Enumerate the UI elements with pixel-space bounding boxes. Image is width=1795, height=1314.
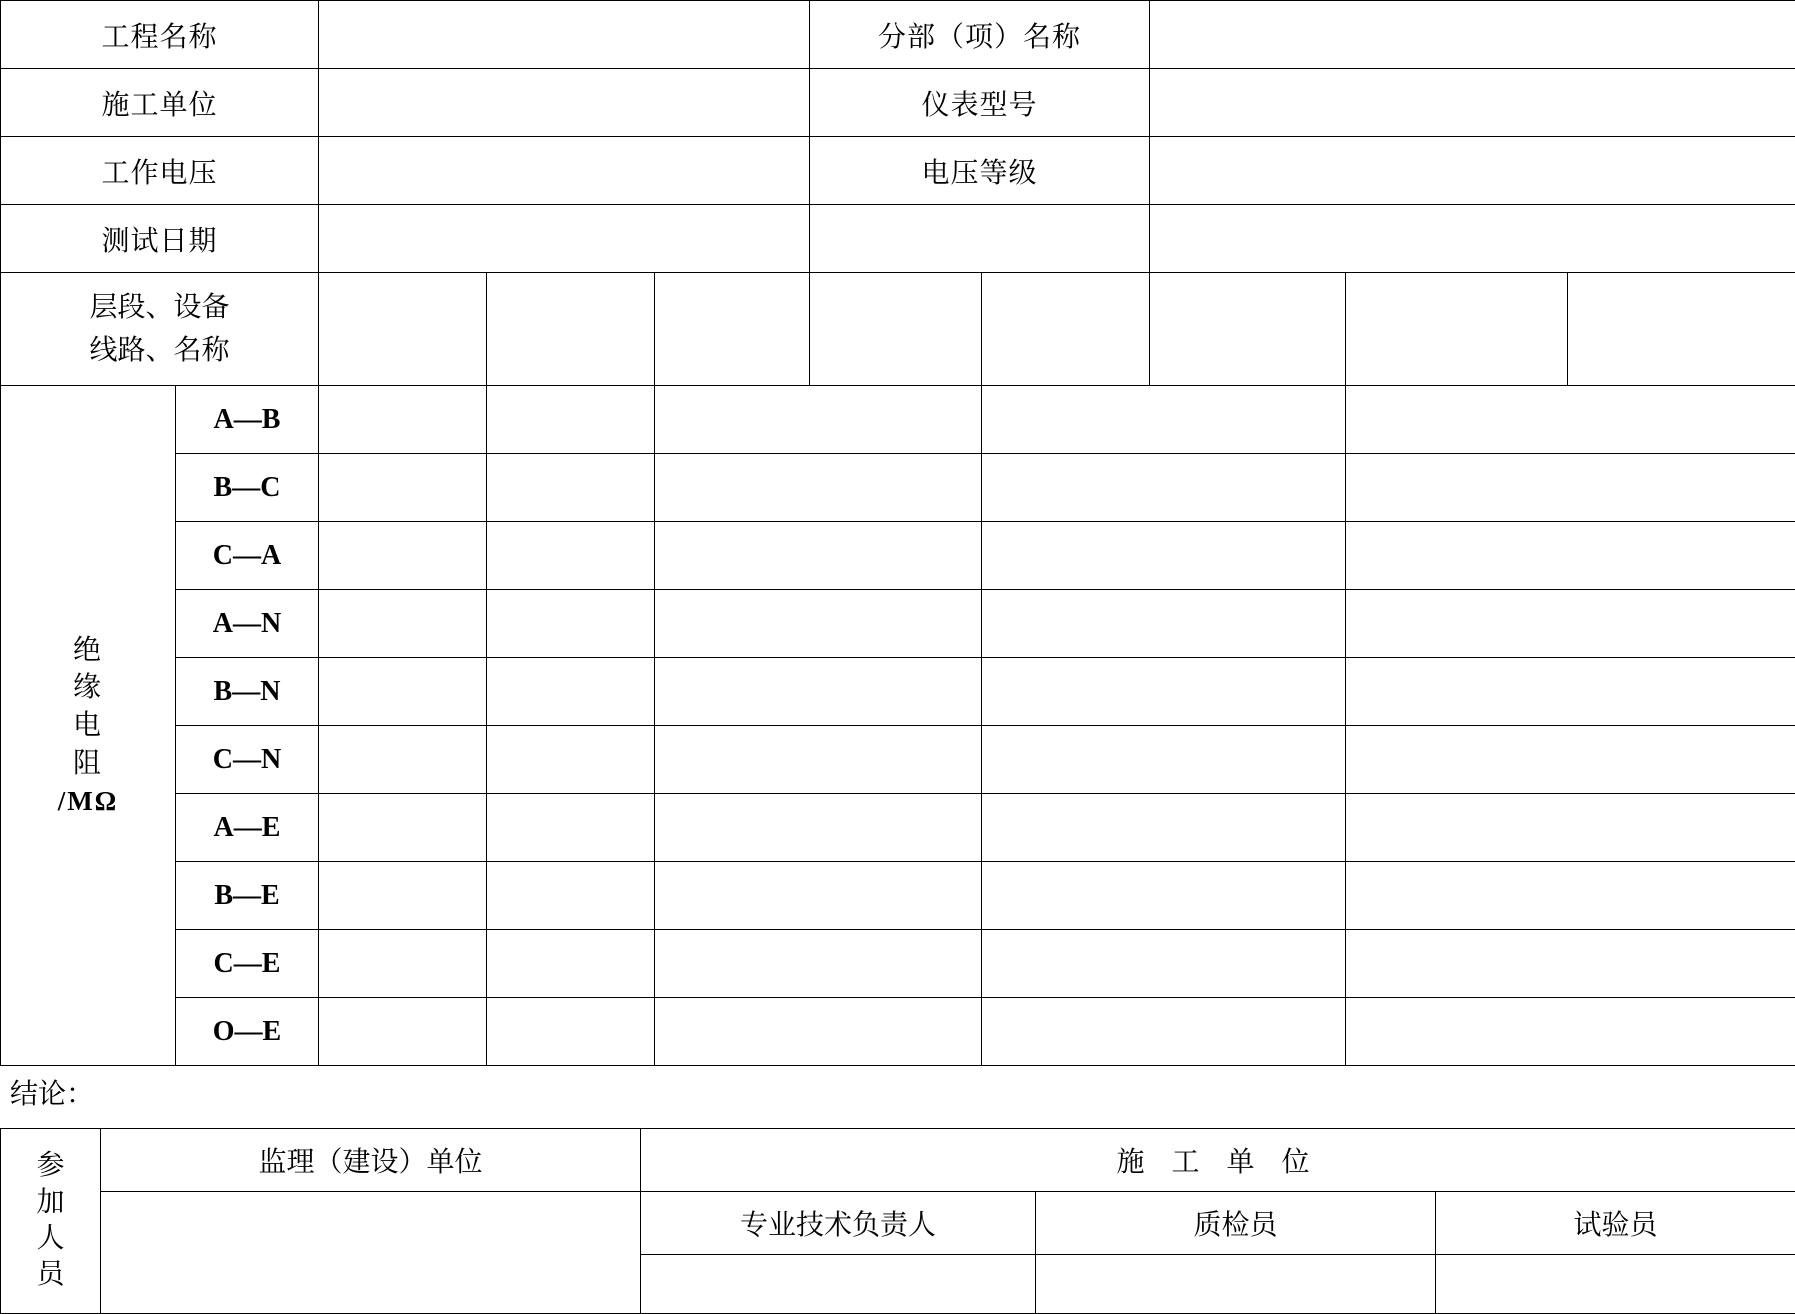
construction-unit-label: 施工单位 xyxy=(1,69,319,137)
insulation-cell[interactable] xyxy=(655,454,982,522)
insulation-cell[interactable] xyxy=(982,386,1346,454)
participants-label xyxy=(1,1129,101,1314)
table-row xyxy=(1,522,1795,590)
quality-inspector-header: 质检员 xyxy=(1036,1192,1436,1255)
signature-table xyxy=(0,1128,1795,1314)
insulation-resistance-vertical-label xyxy=(1,386,176,1066)
table-row xyxy=(1,794,1795,862)
tech-manager-header: 专业技术负责人 xyxy=(641,1192,1036,1255)
table-row xyxy=(1,1,1795,69)
insulation-cell[interactable] xyxy=(319,590,487,658)
insulation-cell[interactable] xyxy=(1346,794,1795,862)
instrument-model-label: 仪表型号 xyxy=(810,69,1150,137)
insulation-cell[interactable] xyxy=(982,454,1346,522)
insulation-cell[interactable] xyxy=(1346,590,1795,658)
insulation-cell[interactable] xyxy=(982,862,1346,930)
insulation-cell[interactable] xyxy=(487,454,655,522)
table-row xyxy=(1,998,1795,1066)
phase-pair-label: C—E xyxy=(176,930,319,998)
instrument-model-value[interactable] xyxy=(1150,69,1795,137)
insulation-cell[interactable] xyxy=(655,386,982,454)
insulation-cell[interactable] xyxy=(1346,658,1795,726)
test-date-value[interactable] xyxy=(319,205,810,273)
insulation-cell[interactable] xyxy=(487,590,655,658)
participants-label-char-1: 参 xyxy=(36,1148,64,1184)
phase-pair-label: B—C xyxy=(176,454,319,522)
insulation-label-char-4: 阻 xyxy=(73,745,103,783)
insulation-cell[interactable] xyxy=(487,726,655,794)
insulation-cell[interactable] xyxy=(982,726,1346,794)
table-row xyxy=(1,930,1795,998)
tech-manager-value[interactable] xyxy=(641,1255,1036,1314)
insulation-cell[interactable] xyxy=(319,998,487,1066)
table-row xyxy=(1,726,1795,794)
measurement-col-header-6[interactable] xyxy=(1150,273,1346,386)
insulation-cell[interactable] xyxy=(319,930,487,998)
measurement-col-header-3[interactable] xyxy=(655,273,810,386)
test-date-extra-cell-2[interactable] xyxy=(1150,205,1795,273)
quality-inspector-value[interactable] xyxy=(1036,1255,1436,1314)
conclusion-label: 结论： xyxy=(10,1079,94,1110)
insulation-cell[interactable] xyxy=(487,862,655,930)
phase-pair-label: B—N xyxy=(176,658,319,726)
insulation-cell[interactable] xyxy=(1346,930,1795,998)
insulation-cell[interactable] xyxy=(487,930,655,998)
phase-pair-label: A—N xyxy=(176,590,319,658)
insulation-cell[interactable] xyxy=(319,522,487,590)
insulation-cell[interactable] xyxy=(1346,726,1795,794)
table-row xyxy=(1,590,1795,658)
section-name-label: 分部（项）名称 xyxy=(810,1,1150,69)
table-row xyxy=(1,454,1795,522)
table-row xyxy=(1,1129,1795,1192)
insulation-cell[interactable] xyxy=(982,590,1346,658)
measurement-col-header-5[interactable] xyxy=(982,273,1150,386)
measurement-col-header-7[interactable] xyxy=(1346,273,1568,386)
insulation-label-unit: /MΩ xyxy=(58,783,119,819)
table-row xyxy=(1,386,1795,454)
insulation-cell[interactable] xyxy=(487,794,655,862)
supervision-unit-value[interactable] xyxy=(101,1192,641,1314)
insulation-cell[interactable] xyxy=(487,386,655,454)
insulation-label-char-1: 绝 xyxy=(73,632,103,670)
measurement-col-header-2[interactable] xyxy=(487,273,655,386)
participants-label-char-3: 人 xyxy=(36,1221,64,1257)
insulation-cell[interactable] xyxy=(655,522,982,590)
insulation-cell[interactable] xyxy=(319,658,487,726)
participants-label-char-4: 员 xyxy=(36,1257,64,1293)
insulation-cell[interactable] xyxy=(487,658,655,726)
working-voltage-label: 工作电压 xyxy=(1,137,319,205)
insulation-label-char-2: 缘 xyxy=(73,669,103,707)
insulation-cell[interactable] xyxy=(487,998,655,1066)
floor-device-label-line1: 层段、设备 xyxy=(1,286,318,329)
supervision-unit-header: 监理（建设）单位 xyxy=(101,1129,641,1192)
conclusion-section[interactable] xyxy=(0,1066,1795,1128)
phase-pair-label: A—E xyxy=(176,794,319,862)
insulation-cell[interactable] xyxy=(319,454,487,522)
test-date-extra-cell[interactable] xyxy=(810,205,1150,273)
construction-unit-header: 施 工 单 位 xyxy=(641,1129,1795,1192)
project-name-value[interactable] xyxy=(319,1,810,69)
floor-device-label-line2: 线路、名称 xyxy=(1,329,318,372)
insulation-cell[interactable] xyxy=(655,930,982,998)
insulation-cell[interactable] xyxy=(655,658,982,726)
insulation-cell[interactable] xyxy=(982,794,1346,862)
table-row xyxy=(1,1192,1795,1255)
project-name-label: 工程名称 xyxy=(1,1,319,69)
measurement-col-header-8[interactable] xyxy=(1568,273,1795,386)
section-name-value[interactable] xyxy=(1150,1,1795,69)
insulation-cell[interactable] xyxy=(1346,522,1795,590)
measurement-col-header-4[interactable] xyxy=(810,273,982,386)
tester-header: 试验员 xyxy=(1436,1192,1795,1255)
table-row xyxy=(1,137,1795,205)
table-row xyxy=(1,273,1795,386)
construction-unit-value[interactable] xyxy=(319,69,810,137)
test-date-label: 测试日期 xyxy=(1,205,319,273)
insulation-cell[interactable] xyxy=(487,522,655,590)
voltage-level-value[interactable] xyxy=(1150,137,1795,205)
table-row xyxy=(1,205,1795,273)
insulation-cell[interactable] xyxy=(1346,862,1795,930)
phase-pair-label: O—E xyxy=(176,998,319,1066)
insulation-cell[interactable] xyxy=(655,794,982,862)
insulation-cell[interactable] xyxy=(655,590,982,658)
insulation-cell[interactable] xyxy=(982,930,1346,998)
measurement-col-header-1[interactable] xyxy=(319,273,487,386)
phase-pair-label: B—E xyxy=(176,862,319,930)
insulation-cell[interactable] xyxy=(319,862,487,930)
insulation-cell[interactable] xyxy=(655,998,982,1066)
participants-label-char-2: 加 xyxy=(36,1185,64,1221)
floor-device-label xyxy=(1,273,319,386)
working-voltage-value[interactable] xyxy=(319,137,810,205)
insulation-cell[interactable] xyxy=(982,522,1346,590)
insulation-cell[interactable] xyxy=(655,726,982,794)
voltage-level-label: 电压等级 xyxy=(810,137,1150,205)
insulation-cell[interactable] xyxy=(319,726,487,794)
insulation-cell[interactable] xyxy=(319,794,487,862)
table-row xyxy=(1,862,1795,930)
insulation-cell[interactable] xyxy=(982,658,1346,726)
table-row xyxy=(1,658,1795,726)
insulation-cell[interactable] xyxy=(1346,998,1795,1066)
insulation-cell[interactable] xyxy=(1346,454,1795,522)
table-row xyxy=(1,69,1795,137)
insulation-cell[interactable] xyxy=(319,386,487,454)
phase-pair-label: C—N xyxy=(176,726,319,794)
phase-pair-label: A—B xyxy=(176,386,319,454)
insulation-cell[interactable] xyxy=(1346,386,1795,454)
insulation-cell[interactable] xyxy=(655,862,982,930)
tester-value[interactable] xyxy=(1436,1255,1795,1314)
insulation-label-char-3: 电 xyxy=(73,707,103,745)
phase-pair-label: C—A xyxy=(176,522,319,590)
insulation-cell[interactable] xyxy=(982,998,1346,1066)
